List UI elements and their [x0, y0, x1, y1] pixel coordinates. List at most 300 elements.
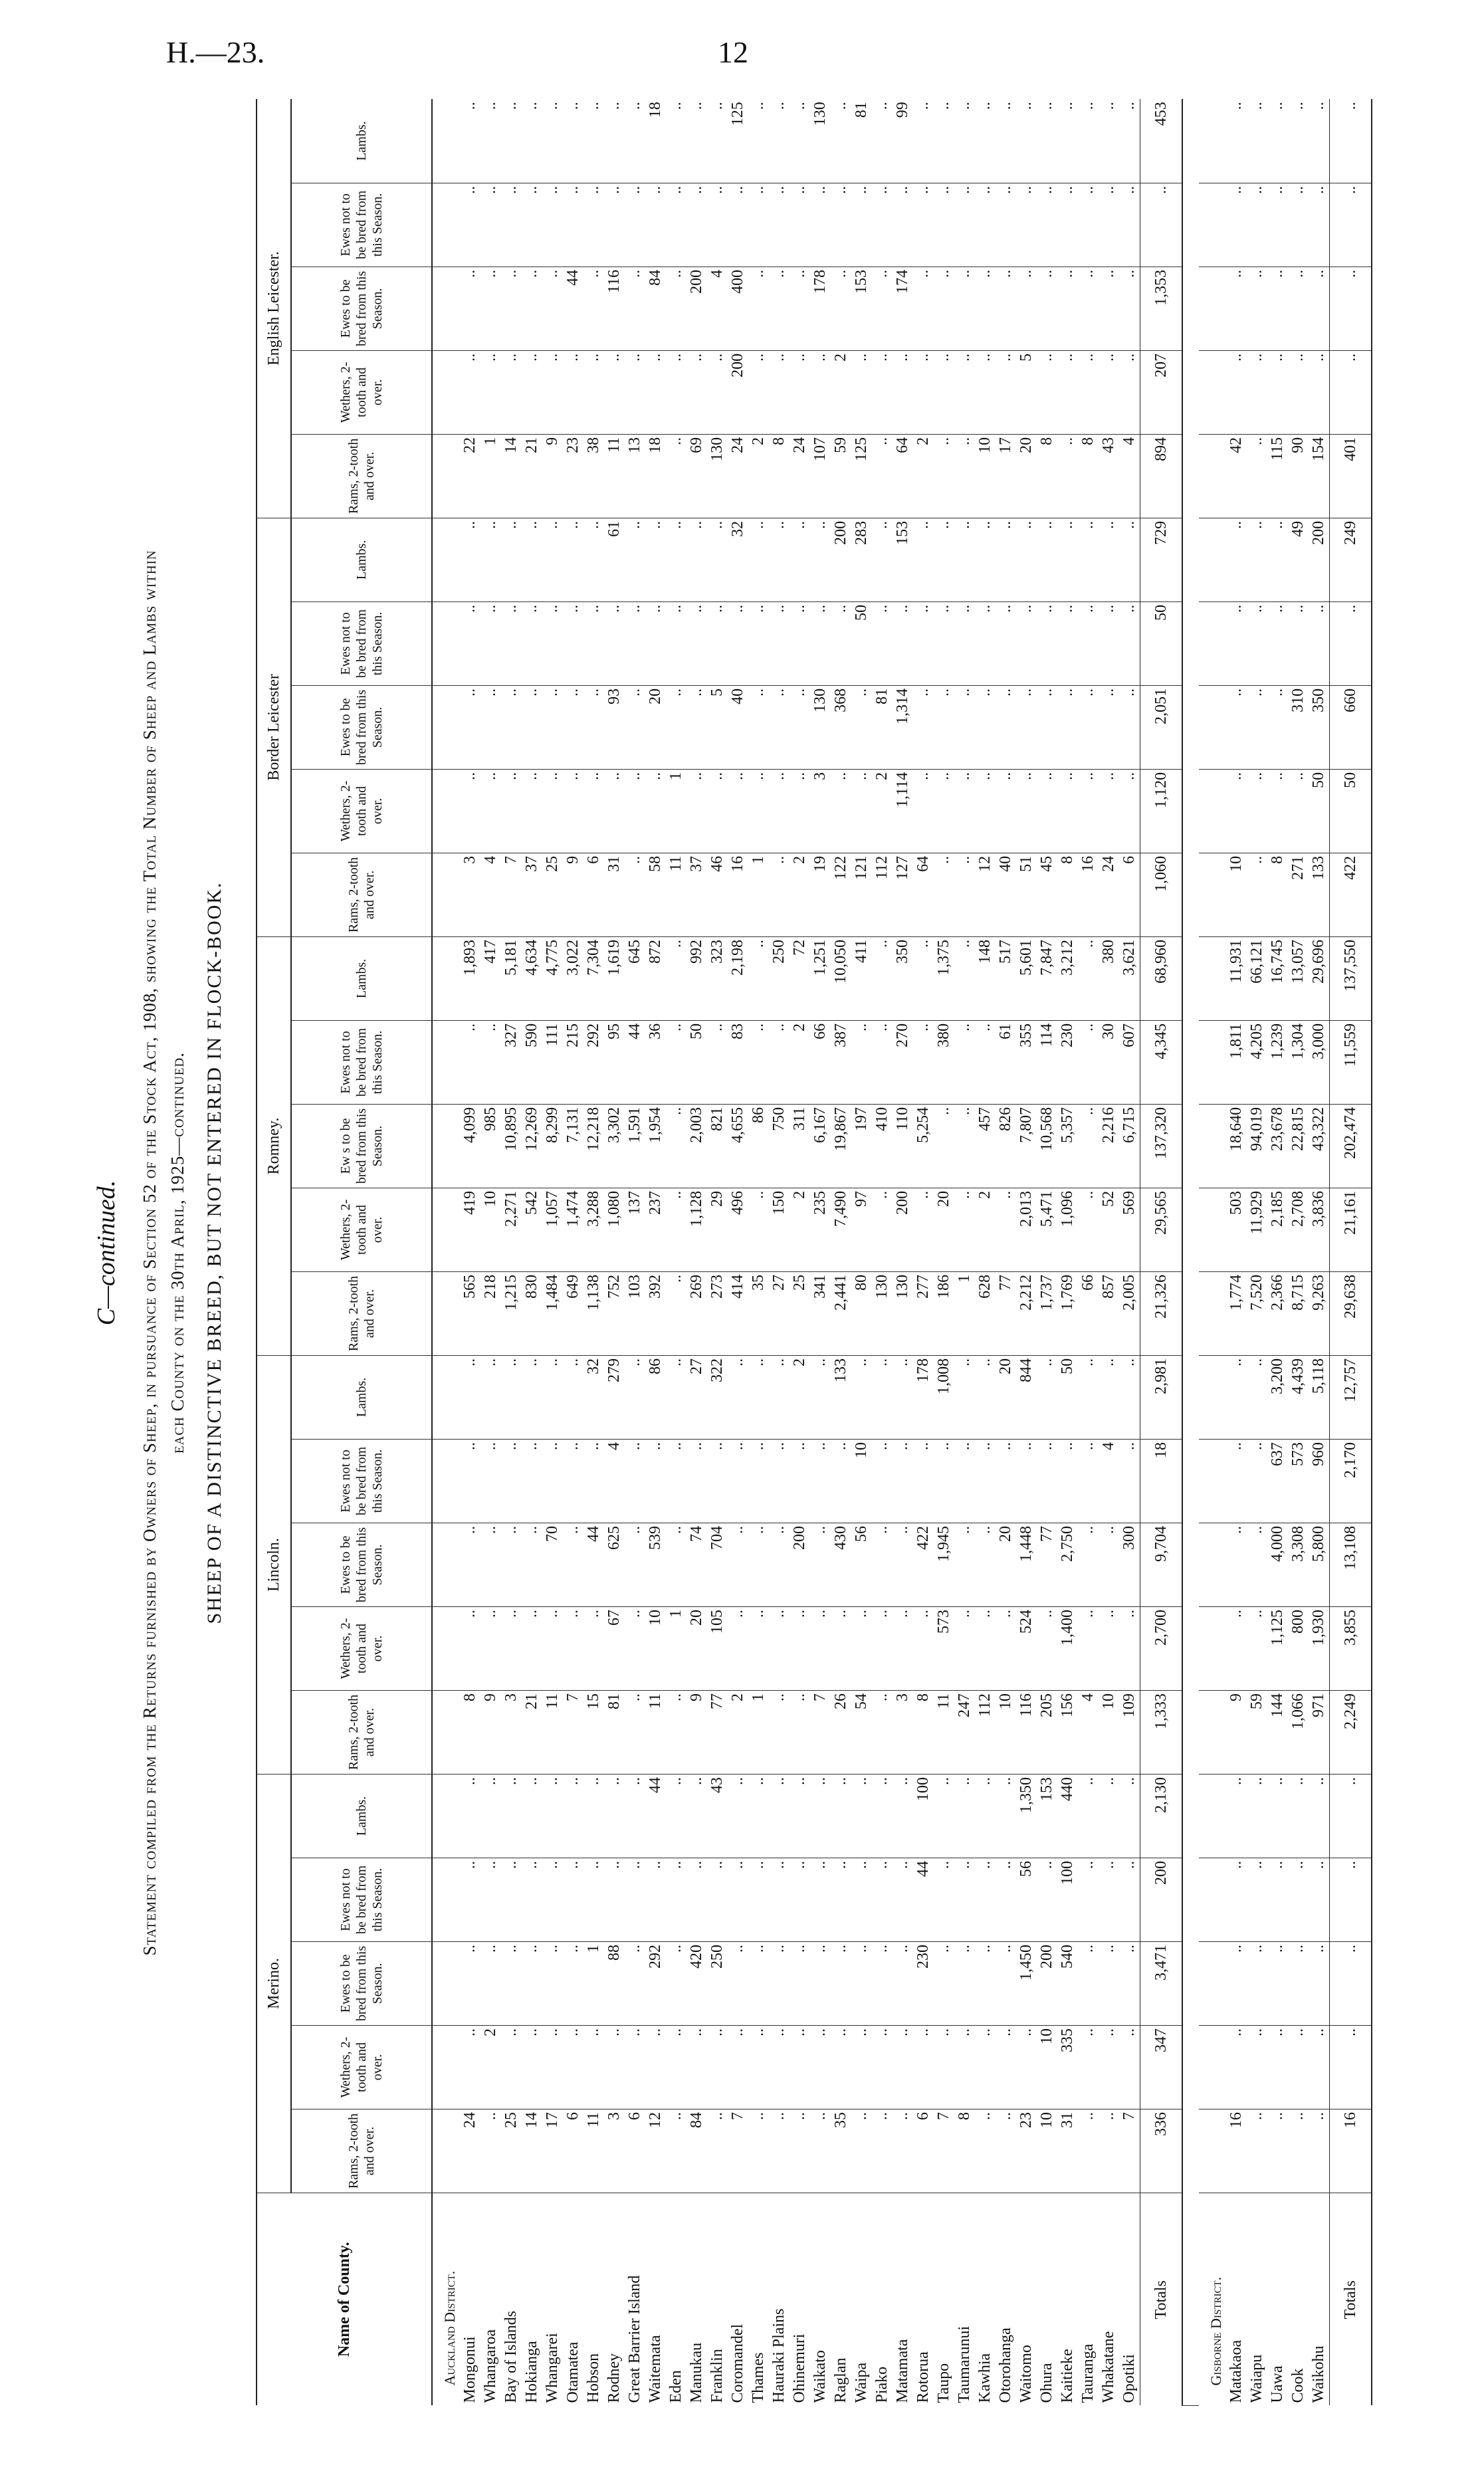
table-cell: 64: [913, 853, 934, 936]
table-cell: 2,271: [501, 1188, 522, 1271]
table-row: [996, 99, 1016, 2405]
table-cell: ..: [728, 1606, 748, 1690]
county-name: Kaitieke: [1059, 2349, 1076, 2403]
table-cell: 1: [666, 769, 687, 853]
table-cell: ..: [893, 183, 913, 267]
table-cell: ..: [1119, 601, 1140, 685]
table-cell: 150: [769, 1188, 790, 1271]
table-cell: ..: [1247, 1774, 1267, 1858]
totals-cell: 4,345: [1140, 1020, 1183, 1104]
table-cell: 50: [687, 1020, 707, 1104]
table-cell: ..: [996, 350, 1016, 434]
table-cell: ..: [1119, 99, 1140, 183]
table-cell: 3: [604, 2109, 625, 2193]
table-cell: ..: [1226, 1355, 1247, 1439]
table-row: [913, 99, 934, 2405]
table-cell: ..: [748, 1858, 769, 1942]
table-cell: 205: [1037, 1690, 1057, 1774]
table-cell: ..: [707, 1858, 728, 1942]
county-name: Mongonui: [461, 2336, 478, 2403]
table-cell: ..: [1226, 518, 1247, 601]
table-cell: ..: [748, 1774, 769, 1858]
table-cell: ..: [893, 601, 913, 685]
table-cell: 11: [583, 2109, 604, 2193]
table-cell: ..: [542, 1606, 563, 1690]
table-cell: ..: [501, 1606, 522, 1690]
table-cell: ..: [460, 1858, 480, 1942]
table-cell: ..: [501, 1858, 522, 1942]
table-cell: ..: [1099, 769, 1119, 853]
table-cell: ..: [542, 769, 563, 853]
totals-cell: ..: [1330, 350, 1372, 434]
table-cell: 1,474: [563, 1188, 583, 1271]
table-cell: 271: [1288, 853, 1309, 936]
table-cell: 1,811: [1226, 1020, 1247, 1104]
table-cell: ..: [1099, 350, 1119, 434]
table-cell: 2,366: [1267, 1271, 1288, 1355]
table-cell: ..: [954, 434, 975, 518]
table-cell: 130: [893, 1271, 913, 1355]
table-cell: ..: [851, 1606, 872, 1690]
table-row: [480, 99, 501, 2405]
table-cell: ..: [645, 183, 666, 267]
table-cell: ..: [583, 769, 604, 853]
table-cell: 5,118: [1309, 1355, 1330, 1439]
table-cell: ..: [1099, 1942, 1119, 2026]
table-cell: 1,128: [687, 1188, 707, 1271]
table-cell: 1,057: [542, 1188, 563, 1271]
table-cell: ..: [810, 518, 831, 601]
table-cell: ..: [872, 1942, 893, 2026]
table-cell: ..: [645, 350, 666, 434]
table-cell: 420: [687, 1942, 707, 2026]
table-cell: 16,745: [1267, 936, 1288, 1020]
table-cell: ..: [748, 685, 769, 769]
table-cell: 3: [810, 769, 831, 853]
table-cell: ..: [893, 350, 913, 434]
table-cell: ..: [1057, 267, 1078, 350]
table-cell: ..: [1078, 1523, 1099, 1606]
table-cell: ..: [769, 2109, 790, 2193]
table-cell: 2,750: [1057, 1523, 1078, 1606]
table-cell: 21: [522, 1690, 542, 1774]
table-cell: ..: [542, 518, 563, 601]
totals-cell: 422: [1330, 853, 1372, 936]
table-cell: ..: [790, 2026, 810, 2109]
table-cell: ..: [1016, 183, 1037, 267]
table-cell: ..: [872, 601, 893, 685]
table-cell: 5,471: [1037, 1188, 1057, 1271]
table-cell: ..: [790, 1774, 810, 1858]
table-cell: 20: [934, 1188, 954, 1271]
table-cell: 7: [501, 853, 522, 936]
table-cell: ..: [480, 99, 501, 183]
table-cell: ..: [769, 518, 790, 601]
table-row: [1226, 99, 1247, 2405]
table-row: [501, 99, 522, 2405]
county-name: Whakatane: [1100, 2331, 1117, 2403]
table-cell: 8: [460, 1690, 480, 1774]
table-cell: ..: [893, 1774, 913, 1858]
table-cell: 77: [707, 1690, 728, 1774]
table-cell: 7: [934, 2109, 954, 2193]
county-name: Kawhia: [976, 2353, 994, 2403]
table-cell: ..: [1078, 350, 1099, 434]
table-row: [666, 99, 687, 2405]
table-cell: ..: [1119, 267, 1140, 350]
table-cell: ..: [1226, 1942, 1247, 2026]
table-cell: 5: [1016, 350, 1037, 434]
table-cell: 44: [583, 1523, 604, 1606]
table-cell: ..: [769, 853, 790, 936]
table-cell: 86: [645, 1355, 666, 1439]
table-cell: 457: [975, 1104, 996, 1188]
table-cell: ..: [522, 1606, 542, 1690]
table-cell: 2: [872, 769, 893, 853]
totals-cell: 2,130: [1140, 1774, 1183, 1858]
table-cell: 25: [501, 2109, 522, 2193]
table-row: [542, 99, 563, 2405]
table-cell: ..: [501, 1523, 522, 1606]
table-cell: 3,000: [1309, 1020, 1330, 1104]
table-cell: 380: [1099, 936, 1119, 1020]
table-cell: ..: [1267, 1942, 1288, 2026]
table-cell: ..: [1078, 1858, 1099, 1942]
table-cell: ..: [851, 685, 872, 769]
county-name: Raglan: [832, 2357, 849, 2403]
table-cell: ..: [996, 1606, 1016, 1690]
table-cell: 1,769: [1057, 1271, 1078, 1355]
table-cell: ..: [645, 2026, 666, 2109]
column-subheader: Rams, 2-tooth and over.: [291, 1271, 432, 1355]
table-cell: ..: [522, 1355, 542, 1439]
table-cell: ..: [707, 99, 728, 183]
table-cell: ..: [1078, 1606, 1099, 1690]
table-cell: ..: [1016, 267, 1037, 350]
table-cell: ..: [645, 769, 666, 853]
table-cell: ..: [1288, 183, 1309, 267]
column-subheader: Rams, 2-tooth and over.: [291, 2109, 432, 2193]
table-cell: ..: [604, 1858, 625, 1942]
table-cell: 419: [460, 1188, 480, 1271]
table-cell: 66: [810, 1020, 831, 1104]
table-cell: 387: [831, 1020, 851, 1104]
table-cell: ..: [728, 1858, 748, 1942]
county-name: Great Barrier Island: [626, 2275, 643, 2403]
table-cell: ..: [625, 350, 645, 434]
table-cell: 154: [1309, 434, 1330, 518]
table-cell: ..: [563, 1523, 583, 1606]
table-cell: ..: [769, 1439, 790, 1523]
column-subheader: Ewes to be bred from this Season.: [291, 685, 432, 769]
table-cell: ..: [810, 1942, 831, 2026]
table-cell: 335: [1057, 2026, 1078, 2109]
table-cell: ..: [954, 350, 975, 434]
table-cell: ..: [522, 601, 542, 685]
totals-cell: ..: [1330, 2026, 1372, 2109]
table-cell: 10,050: [831, 936, 851, 1020]
table-cell: 6,715: [1119, 1104, 1140, 1188]
totals-cell: 1,060: [1140, 853, 1183, 936]
table-cell: ..: [522, 2026, 542, 2109]
table-cell: 269: [687, 1271, 707, 1355]
table-cell: ..: [501, 769, 522, 853]
table-cell: ..: [563, 1439, 583, 1523]
table-cell: 56: [1016, 1858, 1037, 1942]
table-cell: ..: [1247, 853, 1267, 936]
table-cell: ..: [522, 518, 542, 601]
table-cell: ..: [625, 1355, 645, 1439]
table-cell: ..: [851, 350, 872, 434]
table-cell: ..: [1037, 685, 1057, 769]
totals-cell: 50: [1330, 769, 1372, 853]
table-cell: ..: [748, 518, 769, 601]
table-cell: ..: [480, 1606, 501, 1690]
table-cell: ..: [563, 2026, 583, 2109]
table-cell: ..: [563, 1606, 583, 1690]
table-cell: 1: [583, 1942, 604, 2026]
table-cell: ..: [975, 1020, 996, 1104]
table-row: [645, 99, 666, 2405]
table-cell: ..: [542, 1439, 563, 1523]
table-cell: ..: [460, 518, 480, 601]
table-cell: 2,212: [1016, 1271, 1037, 1355]
table-cell: 97: [851, 1188, 872, 1271]
table-cell: ..: [583, 601, 604, 685]
table-cell: 130: [810, 99, 831, 183]
table-cell: ..: [913, 769, 934, 853]
table-cell: ..: [810, 2026, 831, 2109]
table-cell: 59: [831, 434, 851, 518]
table-cell: ..: [563, 518, 583, 601]
table-cell: ..: [975, 601, 996, 685]
table-cell: 24: [1099, 853, 1119, 936]
table-cell: ..: [1309, 99, 1330, 183]
table-cell: ..: [851, 183, 872, 267]
table-cell: 1,314: [893, 685, 913, 769]
table-cell: 9: [687, 1690, 707, 1774]
table-cell: ..: [913, 1020, 934, 1104]
table-cell: ..: [954, 1355, 975, 1439]
table-cell: ..: [769, 1942, 790, 2026]
table-cell: ..: [480, 1942, 501, 2026]
table-cell: ..: [563, 1774, 583, 1858]
table-cell: ..: [1078, 685, 1099, 769]
column-subheader: Ewes to be bred from this Season.: [291, 1523, 432, 1606]
table-cell: ..: [748, 1942, 769, 2026]
table-cell: ..: [934, 518, 954, 601]
table-cell: ..: [1037, 601, 1057, 685]
table-cell: 24: [790, 434, 810, 518]
column-subheader: Wethers, 2-tooth and over.: [291, 1188, 432, 1271]
table-cell: ..: [1099, 267, 1119, 350]
table-cell: ..: [604, 99, 625, 183]
table-cell: ..: [1119, 1439, 1140, 1523]
table-cell: ..: [975, 1355, 996, 1439]
table-cell: ..: [769, 99, 790, 183]
table-cell: 14: [501, 434, 522, 518]
table-cell: ..: [522, 769, 542, 853]
table-cell: ..: [975, 350, 996, 434]
table-cell: ..: [583, 183, 604, 267]
totals-cell: 3,855: [1330, 1606, 1372, 1690]
table-cell: 270: [893, 1020, 913, 1104]
table-cell: 4: [604, 1439, 625, 1523]
table-cell: 111: [542, 1020, 563, 1104]
table-cell: ..: [707, 769, 728, 853]
table-cell: 9: [480, 1690, 501, 1774]
table-cell: 61: [996, 1020, 1016, 1104]
county-name: Waitemata: [647, 2335, 664, 2403]
table-row: [1247, 99, 1267, 2405]
county-name: Waikato: [811, 2350, 829, 2403]
table-cell: 2: [790, 1020, 810, 1104]
table-cell: 37: [522, 853, 542, 936]
table-cell: ..: [851, 1020, 872, 1104]
table-cell: 2: [790, 1188, 810, 1271]
totals-cell: 347: [1140, 2026, 1183, 2109]
table-cell: ..: [934, 1858, 954, 1942]
table-cell: 50: [1309, 769, 1330, 853]
table-cell: 637: [1267, 1439, 1288, 1523]
table-cell: 1: [954, 1271, 975, 1355]
table-cell: 11: [604, 434, 625, 518]
table-cell: ..: [872, 183, 893, 267]
table-cell: 1,350: [1016, 1774, 1037, 1858]
table-cell: ..: [522, 267, 542, 350]
table-cell: 250: [769, 936, 790, 1020]
table-cell: ..: [460, 769, 480, 853]
table-cell: ..: [769, 183, 790, 267]
table-cell: 414: [728, 1271, 748, 1355]
county-name: Opotiki: [1120, 2354, 1138, 2403]
table-cell: 8: [769, 434, 790, 518]
table-cell: 1,138: [583, 1271, 604, 1355]
table-cell: 4,099: [460, 1104, 480, 1188]
table-cell: ..: [790, 685, 810, 769]
table-cell: ..: [583, 685, 604, 769]
table-cell: ..: [769, 601, 790, 685]
table-cell: 10: [1099, 1690, 1119, 1774]
table-cell: 110: [893, 1104, 913, 1188]
table-cell: 524: [1016, 1606, 1037, 1690]
table-cell: 5,254: [913, 1104, 934, 1188]
table-cell: ..: [913, 99, 934, 183]
table-cell: 43: [707, 1774, 728, 1858]
table-cell: ..: [1288, 1858, 1309, 1942]
table-cell: 1,096: [1057, 1188, 1078, 1271]
table-cell: 130: [810, 685, 831, 769]
table-cell: ..: [501, 1439, 522, 1523]
table-cell: 29,696: [1309, 936, 1330, 1020]
table-cell: ..: [748, 99, 769, 183]
table-cell: ..: [1247, 1355, 1267, 1439]
totals-cell: 12,757: [1330, 1355, 1372, 1439]
table-cell: 112: [872, 853, 893, 936]
table-cell: 1,893: [460, 936, 480, 1020]
table-cell: ..: [975, 183, 996, 267]
table-cell: ..: [810, 1774, 831, 1858]
table-cell: 13: [625, 434, 645, 518]
table-cell: ..: [996, 769, 1016, 853]
table-cell: 1,400: [1057, 1606, 1078, 1690]
table-cell: ..: [542, 1942, 563, 2026]
table-cell: 1,774: [1226, 1271, 1247, 1355]
table-cell: 4: [1119, 434, 1140, 518]
table-cell: ..: [1267, 183, 1288, 267]
table-cell: 95: [604, 1020, 625, 1104]
table-cell: 6: [563, 2109, 583, 2193]
table-cell: ..: [501, 350, 522, 434]
table-cell: ..: [563, 350, 583, 434]
table-cell: ..: [1226, 1523, 1247, 1606]
table-cell: ..: [1078, 518, 1099, 601]
table-cell: ..: [954, 853, 975, 936]
table-cell: 7,807: [1016, 1104, 1037, 1188]
table-cell: ..: [1057, 99, 1078, 183]
table-cell: ..: [954, 2026, 975, 2109]
table-cell: 121: [851, 853, 872, 936]
table-cell: ..: [522, 183, 542, 267]
table-cell: 35: [831, 2109, 851, 2193]
table-cell: ..: [934, 685, 954, 769]
table-cell: 10: [480, 1188, 501, 1271]
table-cell: ..: [1247, 1523, 1267, 1606]
table-row: [893, 99, 913, 2405]
table-cell: ..: [748, 183, 769, 267]
column-subheader: Ewes to be bred from this Season.: [291, 267, 432, 350]
table-cell: 13,057: [1288, 936, 1309, 1020]
table-cell: 9: [1226, 1690, 1247, 1774]
table-cell: ..: [707, 1439, 728, 1523]
table-cell: ..: [1057, 434, 1078, 518]
table-cell: ..: [975, 1439, 996, 1523]
table-cell: 50: [851, 601, 872, 685]
table-cell: 410: [872, 1104, 893, 1188]
table-cell: ..: [707, 601, 728, 685]
totals-cell: 137,550: [1330, 936, 1372, 1020]
table-cell: 23,678: [1267, 1104, 1288, 1188]
table-cell: ..: [480, 350, 501, 434]
table-cell: 430: [831, 1523, 851, 1606]
table-cell: 800: [1288, 1606, 1309, 1690]
table-cell: ..: [790, 267, 810, 350]
column-subheader: Lambs.: [291, 936, 432, 1020]
table-cell: ..: [1016, 2026, 1037, 2109]
statement-title-2: each County on the 30th April, 1925—continued.: [167, 1052, 187, 1454]
table-cell: ..: [583, 267, 604, 350]
table-cell: 565: [460, 1271, 480, 1355]
table-cell: ..: [666, 1942, 687, 2026]
table-cell: ..: [666, 99, 687, 183]
table-cell: ..: [913, 183, 934, 267]
table-cell: ..: [522, 1942, 542, 2026]
table-cell: ..: [975, 685, 996, 769]
table-cell: 10: [645, 1606, 666, 1690]
table-cell: ..: [893, 1606, 913, 1690]
table-cell: ..: [954, 1858, 975, 1942]
county-name: Ohinemuri: [791, 2333, 808, 2403]
table-cell: ..: [1247, 183, 1267, 267]
report-reference: H.—23.: [166, 35, 265, 69]
table-cell: 625: [604, 1523, 625, 1606]
totals-cell: 3,471: [1140, 1942, 1183, 2026]
table-cell: 1: [748, 853, 769, 936]
table-cell: ..: [480, 267, 501, 350]
table-cell: 127: [893, 853, 913, 936]
table-cell: ..: [1078, 936, 1099, 1020]
totals-cell: 50: [1140, 601, 1183, 685]
